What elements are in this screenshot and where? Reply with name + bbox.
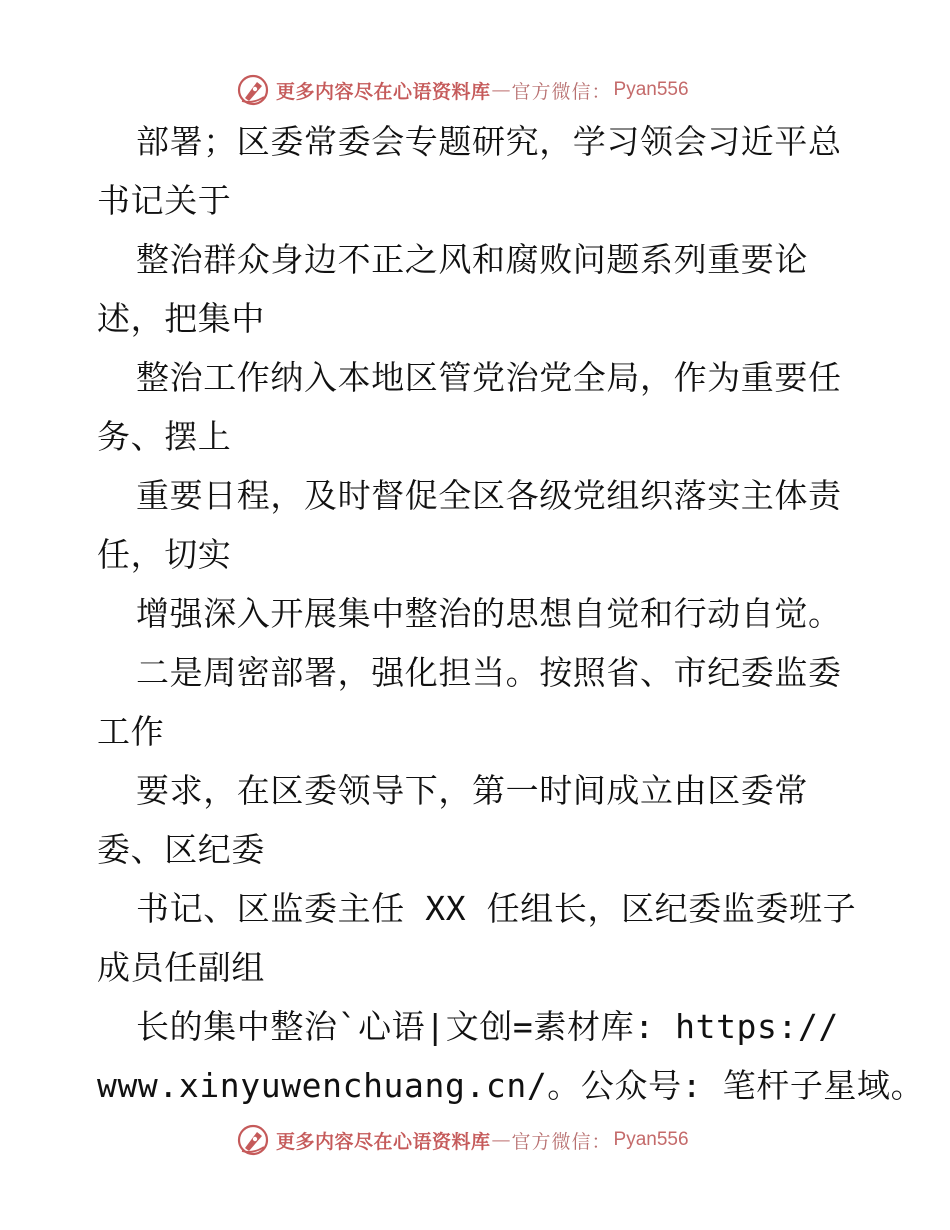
body-line: 委、区纪委 [97, 830, 265, 869]
pen-nib-logo-icon [236, 73, 270, 107]
banner-separator: — [491, 1129, 511, 1151]
header-watermark-banner [236, 72, 689, 108]
footer-watermark-banner [236, 1122, 689, 1158]
pen-nib-logo-icon [236, 1123, 270, 1157]
banner-wechat-handle: Pyan556 [613, 79, 689, 100]
body-line: 二是周密部署，强化担当。按照省、市纪委监委 [136, 653, 842, 692]
body-line: 整治工作纳入本地区管党治党全局，作为重要任 [136, 358, 842, 397]
body-line: 述，把集中 [97, 299, 265, 338]
banner-wechat-label: 官方微信： [511, 80, 612, 103]
body-line: 书记、区监委主任 XX 任组长，区纪委监委班子 [136, 889, 857, 928]
body-line: 重要日程，及时督促全区各级党组织落实主体责 [136, 476, 842, 515]
banner-wechat-handle: Pyan556 [613, 1129, 689, 1150]
banner-main-text: 更多内容尽在心语资料库 [276, 1130, 491, 1153]
banner-separator: — [491, 79, 511, 101]
body-line: 务、摆上 [97, 417, 232, 456]
body-line: 部署；区委常委会专题研究，学习领会习近平总 [136, 122, 842, 161]
body-line: 整治群众身边不正之风和腐败问题系列重要论 [136, 240, 808, 279]
banner-main-text: 更多内容尽在心语资料库 [276, 80, 491, 103]
body-line: 要求，在区委领导下，第一时间成立由区委常 [136, 771, 808, 810]
banner-wechat-label: 官方微信： [511, 1130, 612, 1153]
body-line: 书记关于 [97, 181, 232, 220]
body-line: 增强深入开展集中整治的思想自觉和行动自觉。 [136, 594, 842, 633]
body-line: 任，切实 [97, 535, 232, 574]
body-line: 成员任副组 [97, 948, 265, 987]
body-line: www.xinyuwenchuang.cn/。公众号: 笔杆子星域。 [97, 1066, 925, 1105]
body-line: 长的集中整治`心语|文创=素材库: https:// [136, 1007, 839, 1046]
body-line: 工作 [97, 712, 165, 751]
